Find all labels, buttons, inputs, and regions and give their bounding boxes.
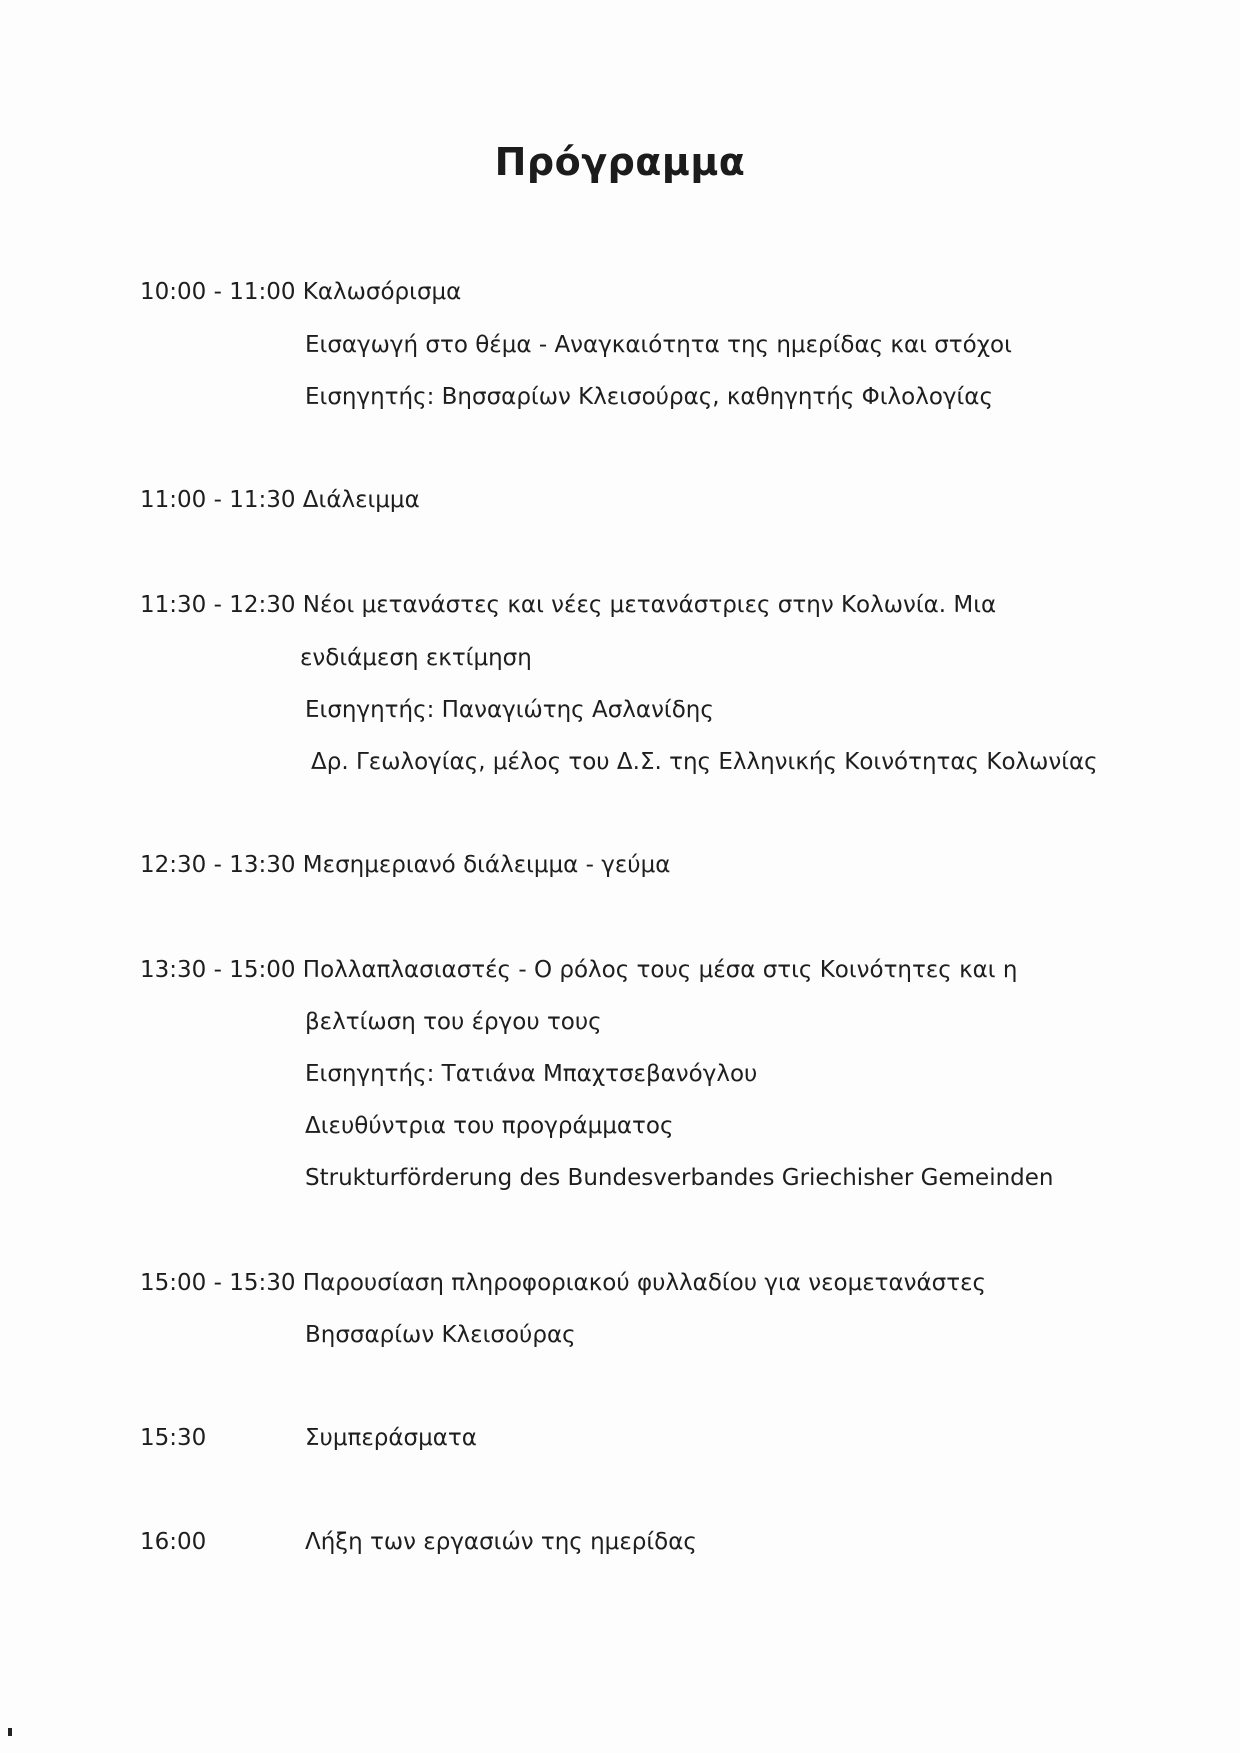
schedule-line: ενδιάμεση εκτίμηση <box>300 645 532 671</box>
schedule-line: Εισηγητής: Τατιάνα Μπαχτσεβανόγλου <box>305 1061 758 1087</box>
schedule-line: 12:30 - 13:30 Μεσημεριανό διάλειμμα - γεύμα <box>140 852 671 878</box>
schedule-time: 15:30 <box>140 1425 207 1451</box>
schedule-line: Εισηγητής: Παναγιώτης Ασλανίδης <box>305 697 714 723</box>
schedule-line: βελτίωση του έργου τους <box>305 1009 602 1035</box>
schedule-line: Λήξη των εργασιών της ημερίδας <box>305 1529 697 1555</box>
page-title: Πρόγραμμα <box>494 140 746 184</box>
schedule-line: 13:30 - 15:00 Πολλαπλασιαστές - Ο ρόλος τους μέσα στις Κοινότητες και η <box>140 957 1018 983</box>
schedule-line: Δρ. Γεωλογίας, μέλος του Δ.Σ. της Ελληνικής Κοινότητας Κολωνίας <box>311 749 1098 775</box>
schedule-line: 15:00 - 15:30 Παρουσίαση πληροφοριακού φυλλαδίου για νεομετανάστες <box>140 1270 987 1296</box>
scan-artifact <box>8 1728 12 1736</box>
schedule-line: Εισαγωγή στο θέμα - Αναγκαιότητα της ημερίδας και στόχοι <box>305 332 1012 358</box>
schedule-line: Συμπεράσματα <box>305 1425 477 1451</box>
schedule-time: 16:00 <box>140 1529 207 1555</box>
schedule-line: 11:00 - 11:30 Διάλειμμα <box>140 487 420 513</box>
schedule-line: Διευθύντρια του προγράμματος <box>305 1113 674 1139</box>
schedule-line: 10:00 - 11:00 Καλωσόρισμα <box>140 279 462 305</box>
schedule-line: Strukturförderung des Bundesverbandes Griechisher Gemeinden <box>305 1165 1054 1191</box>
schedule-line: Βησσαρίων Κλεισούρας <box>305 1322 576 1348</box>
schedule-line: Εισηγητής: Βησσαρίων Κλεισούρας, καθηγητής Φιλολογίας <box>305 384 993 410</box>
schedule-line: 11:30 - 12:30 Νέοι μετανάστες και νέες μετανάστριες στην Κολωνία. Μια <box>140 592 997 618</box>
